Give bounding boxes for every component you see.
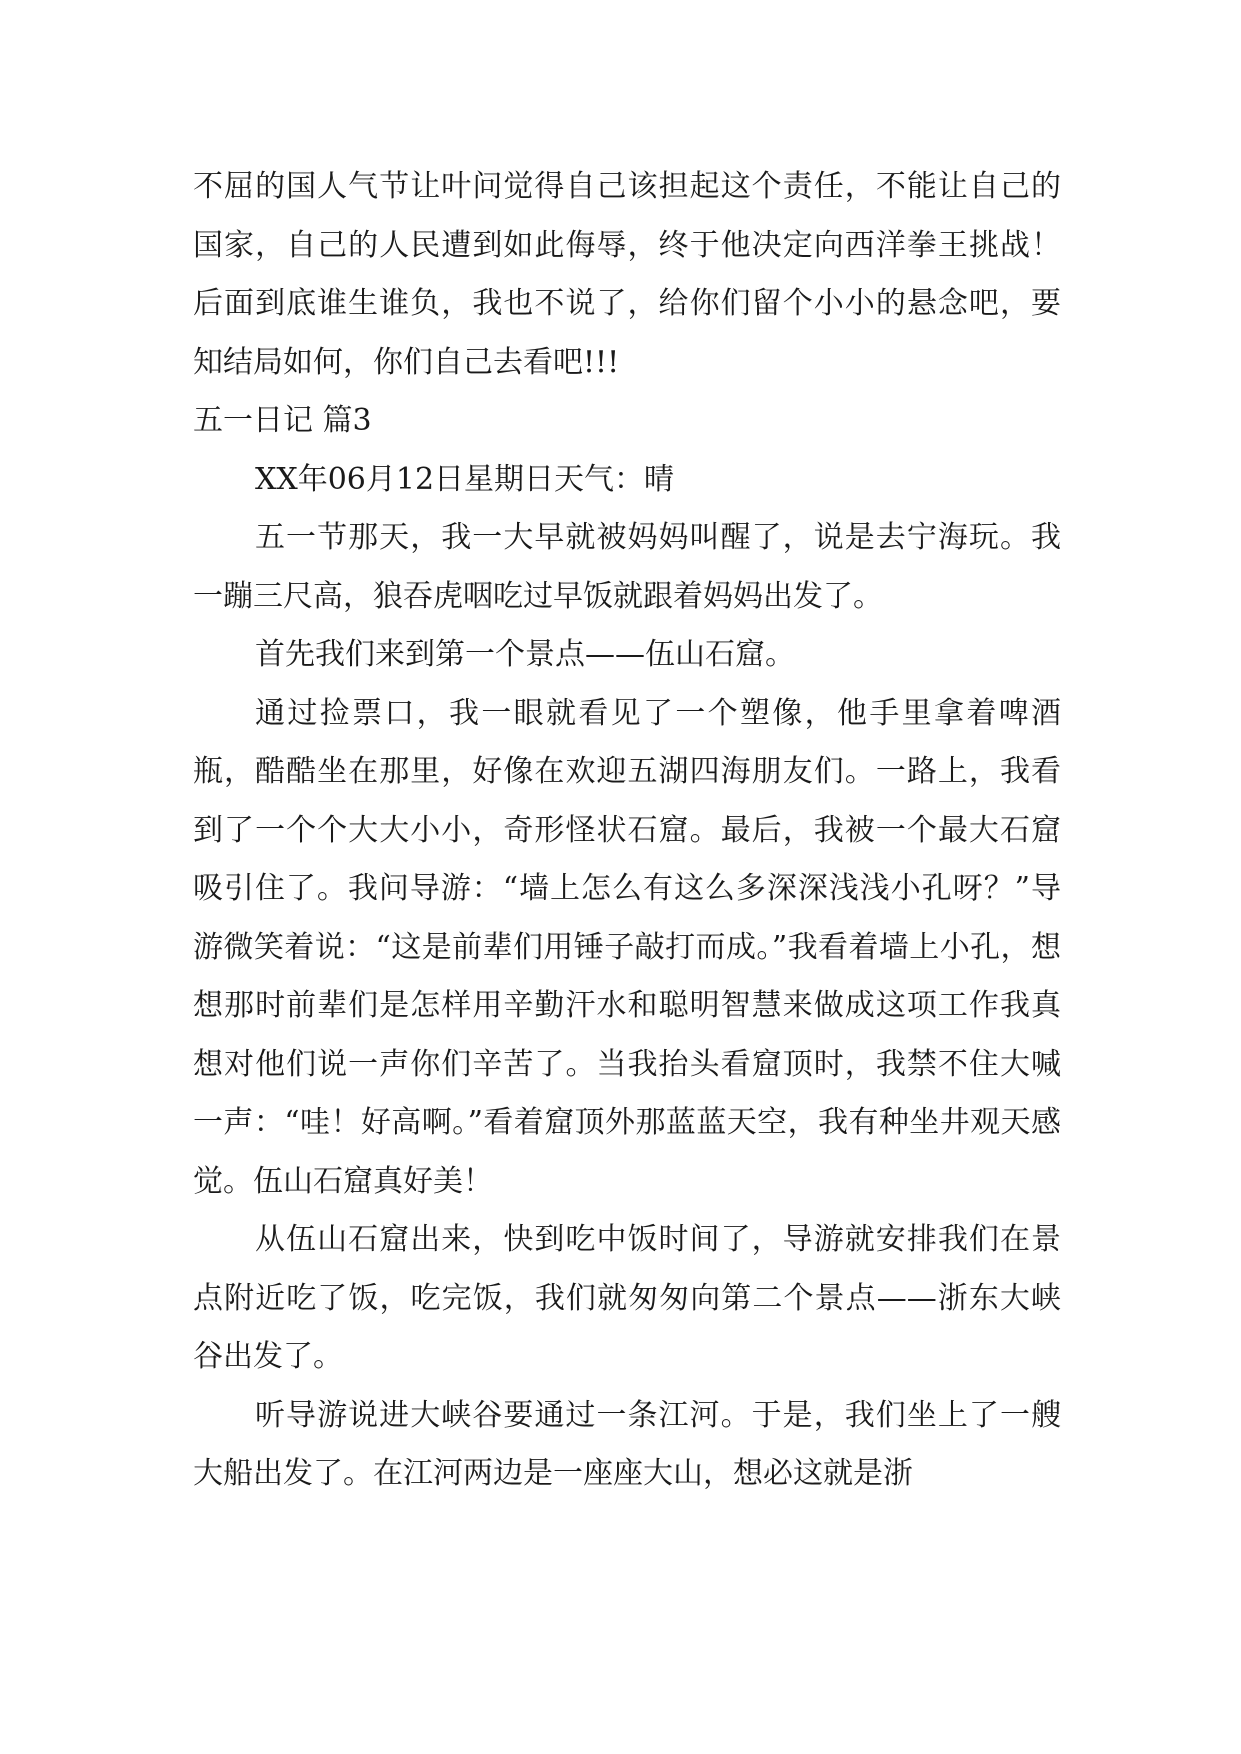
section-heading: 五一日记 篇3 bbox=[193, 403, 372, 438]
paragraph: 首先我们来到第一个景点——伍山石窟。 bbox=[255, 637, 795, 672]
paragraph: 听导游说进大峡谷要通过一条江河。于是，我们坐上了一艘大船出发了。在江河两边是一座座大山，想必这就是浙 bbox=[193, 1397, 1061, 1491]
paragraph: 通过捡票口，我一眼就看见了一个塑像，他手里拿着啤酒瓶，酷酷坐在那里，好像在欢迎五湖四海朋友们。一路上，我看到了一个个大大小小，奇形怪状石窟。最后，我被一个最大石窟吸引住了。我问导游：“墙上怎么有这么多深深浅浅小孔呀？”导游微笑着说：“这是前辈们用锤子敲打而成。”我看着墙上小孔，想想那时前辈们是怎样用辛勤汗水和聪明智慧来做成这项工作我真想对他们说一声你们辛苦了。当我抬头看窟顶时，我禁不住大喊一声：“哇！好高啊。”看着窟顶外那蓝蓝天空，我有种坐井观天感觉。伍山石窟真好美！ bbox=[193, 695, 1061, 1199]
diary-date-line: XX年06月12日星期日天气：晴 bbox=[255, 461, 675, 497]
paragraph: 从伍山石窟出来，快到吃中饭时间了，导游就安排我们在景点附近吃了饭，吃完饭，我们就匆匆向第二个景点——浙东大峡谷出发了。 bbox=[193, 1222, 1061, 1374]
document-body bbox=[193, 158, 1061, 1504]
paragraph: 五一节那天，我一大早就被妈妈叫醒了，说是去宁海玩。我一蹦三尺高，狼吞虎咽吃过早饭就跟着妈妈出发了。 bbox=[193, 520, 1061, 614]
paragraph-continuation: 不屈的国人气节让叶问觉得自己该担起这个责任，不能让自己的国家，自己的人民遭到如此侮辱，终于他决定向西洋拳王挑战！后面到底谁生谁负，我也不说了，给你们留个小小的悬念吧，要知结局如何，你们自己去看吧!!! bbox=[193, 169, 1061, 380]
